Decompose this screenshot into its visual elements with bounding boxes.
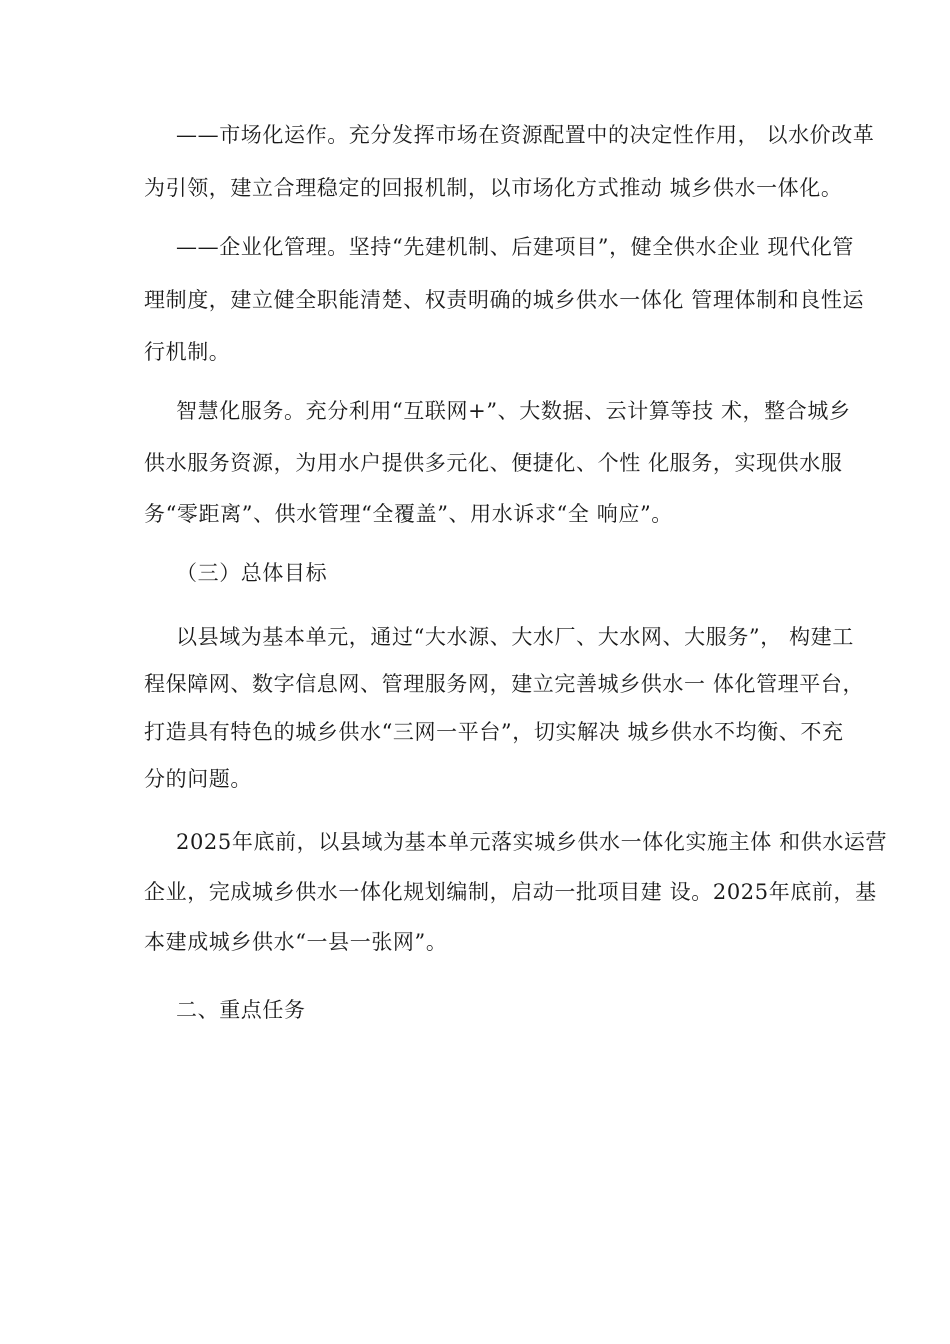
overall-goal-heading: （三）总体目标 [176,561,328,585]
market-operation-line-2: 为引领，建立合理稳定的回报机制，以市场化方式推动 城乡供水一体化。 [144,176,843,200]
target-2025-line-3: 本建成城乡供水“一县一张网”。 [144,930,448,954]
key-tasks-heading: 二、重点任务 [176,998,306,1022]
target-2025-line-1: 2025年底前，以县域为基本单元落实城乡供水一体化实施主体 和供水运营 [176,830,888,854]
target-2025-line-2: 企业，完成城乡供水一体化规划编制，启动一批项目建 设。2025年底前，基 [144,880,877,904]
enterprise-management-line-3: 行机制。 [144,340,231,364]
enterprise-management-line-2: 理制度，建立健全职能清楚、权责明确的城乡供水一体化 管理体制和良性运 [144,288,865,312]
overall-goal-line-4: 分的问题。 [144,767,252,791]
overall-goal-line-3: 打造具有特色的城乡供水“三网一平台”，切实解决 城乡供水不均衡、不充 [144,720,844,744]
smart-service-line-3: 务“零距离”、供水管理“全覆盖”、用水诉求“全 响应”。 [144,502,673,526]
enterprise-management-line-1: ——企业化管理。坚持“先建机制、后建项目”，健全供水企业 现代化管 [176,235,854,259]
smart-service-line-1: 智慧化服务。充分利用“互联网+”、大数据、云计算等技 术，整合城乡 [176,399,851,423]
overall-goal-line-1: 以县域为基本单元，通过“大水源、大水厂、大水网、大服务”， 构建工 [176,625,854,649]
overall-goal-line-2: 程保障网、数字信息网、管理服务网，建立完善城乡供水一 体化管理平台， [144,672,865,696]
smart-service-line-2: 供水服务资源，为用水户提供多元化、便捷化、个性 化服务，实现供水服 [144,451,843,475]
market-operation-line-1: ——市场化运作。充分发挥市场在资源配置中的决定性作用， 以水价改革 [176,123,875,147]
